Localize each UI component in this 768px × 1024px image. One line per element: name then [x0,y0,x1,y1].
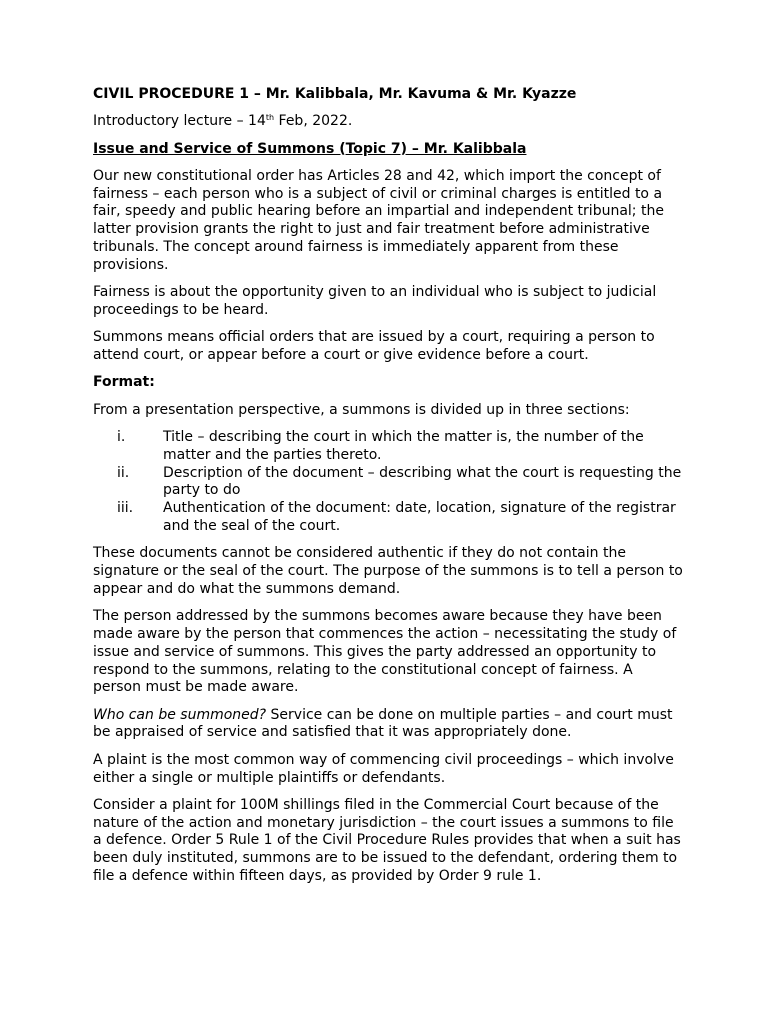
paragraph-fairness: Fairness is about the opportunity given to an individual who is subject to judicial proceedings to be heard. [93,284,657,318]
summons-sections-list [93,429,683,536]
paragraph-who-can-be-summoned [93,707,683,743]
paragraph-presentation: From a presentation perspective, a summons is divided up in three sections: [93,401,630,418]
paragraph-awareness: The person addressed by the summons becomes aware because they have been made aware by the person that commences the action – necessitating the study of issue and service of summons. This gives the party addressed an opportunity to respond to the summons, relating to the constitutional concept of fairness. A person must be made aware. [93,608,677,696]
document-page [93,86,683,895]
format-heading: Format: [93,374,155,391]
lecture-date-superscript: th [265,113,275,123]
topic-heading: Issue and Service of Summons (Topic 7) – Mr. Kalibbala [93,140,527,157]
lecture-date-line [93,113,683,131]
list-item [93,465,683,501]
who-can-be-summoned-answer: Service can be done on multiple parties – and court must be appraised of service and satisfied that it was appropriately done. [93,706,673,741]
list-item-text: Description of the document – describing what the court is requesting the party to do [163,464,682,499]
paragraph-plaint: A plaint is the most common way of commencing civil proceedings – which involve either a single or multiple plaintiffs or defendants. [93,751,674,786]
list-item-number: iii. [117,500,134,517]
paragraph-commercial-court-example: Consider a plaint for 100M shillings filed in the Commercial Court because of the nature of the action and monetary jurisdiction – the court issues a summons to file a defence. Order 5 Rule 1 of the Civil Procedure Rules provides that when a suit has been duly instituted, summons are to be issued to the defendant, ordering them to file a defence within fifteen days, as provided by Order 9 rule 1. [93,796,681,884]
paragraph-summons-definition: Summons means official orders that are issued by a court, requiring a person to attend court, or appear before a court or give evidence before a court. [93,329,655,364]
list-item-number: ii. [117,464,130,481]
paragraph-constitutional-order: Our new constitutional order has Articles 28 and 42, which import the concept of fairness – each person who is a subject of civil or criminal charges is entitled to a fair, speedy and public hearing before an impartial and independent tribunal; the latter provision grants the right to just and fair treatment before administrative tribunals. The concept around fairness is immediately apparent from these provisions. [93,167,664,273]
who-can-be-summoned-question: Who can be summoned? [93,706,267,723]
list-item [93,500,683,536]
list-item [93,429,683,465]
list-item-text: Authentication of the document: date, location, signature of the registrar and the seal of the court. [163,500,676,534]
lecture-date-prefix: Introductory lecture – 14 [93,113,266,130]
list-item-text: Title – describing the court in which the matter is, the number of the matter and the parties thereto. [163,428,644,463]
list-item-number: i. [117,428,126,445]
document-title: CIVIL PROCEDURE 1 – Mr. Kalibbala, Mr. Kavuma & Mr. Kyazze [93,86,577,102]
lecture-date-suffix: Feb, 2022. [274,113,353,130]
paragraph-authenticity: These documents cannot be considered authentic if they do not contain the signature or the seal of the court. The purpose of the summons is to tell a person to appear and do what the summons demand. [93,545,683,597]
